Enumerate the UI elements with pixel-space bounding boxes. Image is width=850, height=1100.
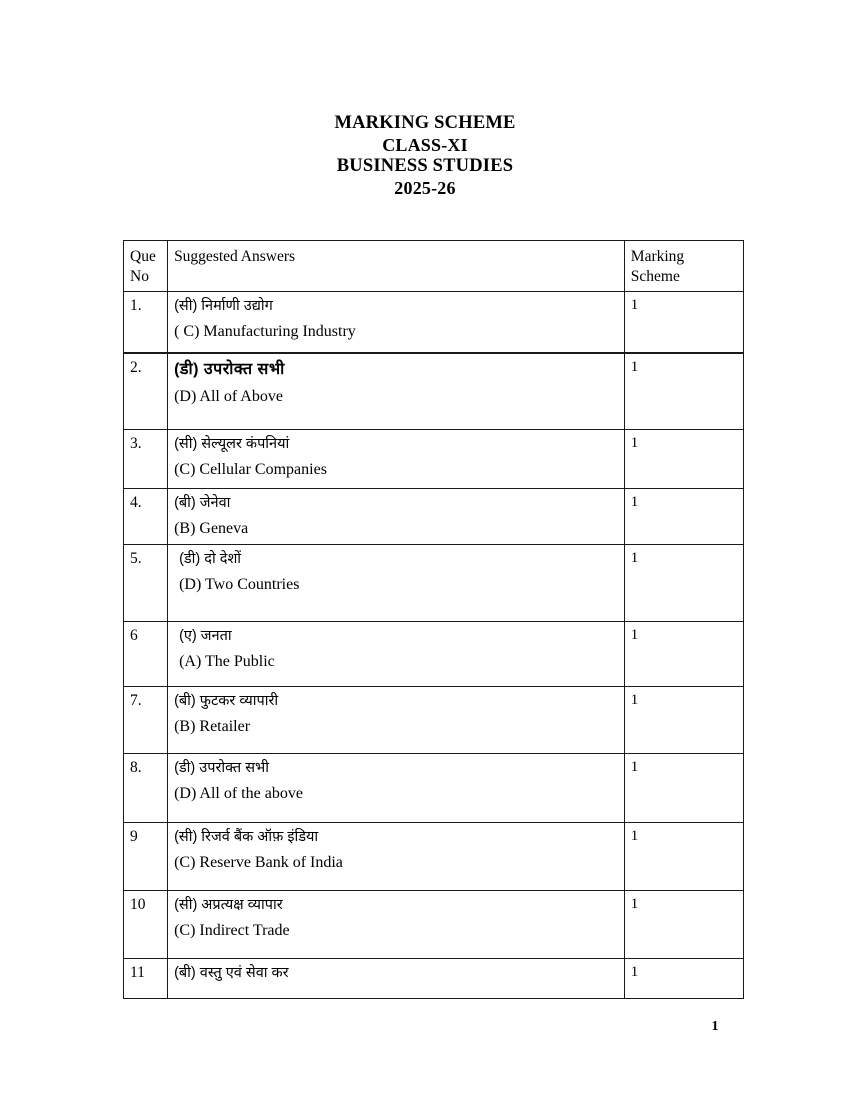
- question-number: 2.: [130, 359, 142, 377]
- answer-text-english: (D) All of Above: [174, 387, 283, 405]
- answer-text-hindi: (ए) जनता: [179, 627, 232, 644]
- answer-cell: [168, 429, 625, 488]
- table-row: [124, 753, 744, 822]
- answer-text-english: ( C) Manufacturing Industry: [174, 322, 356, 340]
- question-number: 5.: [130, 549, 142, 567]
- answer-cell: [168, 686, 625, 753]
- answer-cell: [168, 621, 625, 686]
- question-number: 4.: [130, 493, 142, 511]
- marks-cell: [624, 753, 743, 822]
- answer-cell: [168, 488, 625, 544]
- marking-scheme-table: [123, 240, 744, 999]
- answer-text-hindi: (सी) रिजर्व बैंक ऑफ़ इंडिया: [174, 828, 319, 845]
- table-header: [124, 241, 744, 292]
- answer-text-hindi: (डी) दो देशों: [179, 550, 242, 567]
- table-row: [124, 488, 744, 544]
- heading-line-session: 2025-26: [394, 177, 456, 198]
- question-number: 8.: [130, 758, 142, 776]
- table-row: [124, 890, 744, 958]
- table-header-row: [124, 241, 744, 292]
- marks-cell: [624, 890, 743, 958]
- question-number: 11: [130, 963, 145, 981]
- answer-text-english: (B) Geneva: [174, 519, 249, 537]
- question-number-cell: [124, 890, 168, 958]
- answer-text-hindi: (डी) उपरोक्त सभी: [174, 759, 269, 776]
- table-row: [124, 686, 744, 753]
- header-marking-line1: Marking: [630, 248, 685, 265]
- marks-cell: [624, 429, 743, 488]
- table-row: [124, 621, 744, 686]
- question-number-cell: [124, 753, 168, 822]
- marks-cell: [624, 686, 743, 753]
- header-que-line2: No: [130, 268, 149, 286]
- answer-cell: [168, 544, 625, 621]
- question-number: 7.: [130, 691, 142, 709]
- question-number-cell: [124, 544, 168, 621]
- table-row: [124, 353, 744, 429]
- header-cell-marking-scheme: [624, 241, 743, 292]
- marks-value: 1: [630, 626, 639, 643]
- marks-cell: [624, 353, 743, 429]
- heading-line-marking-scheme: MARKING SCHEME: [334, 113, 516, 133]
- marks-value: 1: [630, 827, 639, 844]
- answer-cell: [168, 753, 625, 822]
- answer-text-english: (C) Indirect Trade: [174, 921, 290, 939]
- answer-text-hindi: (सी) सेल्यूलर कंपनियां: [174, 435, 290, 452]
- question-number-cell: [124, 291, 168, 353]
- answer-text-english: (C) Cellular Companies: [174, 460, 327, 478]
- question-number-cell: [124, 621, 168, 686]
- table-row: [124, 544, 744, 621]
- answer-text-english: (A) The Public: [179, 652, 275, 670]
- table-body: [124, 291, 744, 998]
- marks-value: 1: [630, 895, 639, 912]
- question-number: 3.: [130, 434, 142, 452]
- marks-cell: [624, 544, 743, 621]
- answer-text-hindi: (सी) अप्रत्यक्ष व्यापार: [174, 896, 283, 913]
- marks-cell: [624, 488, 743, 544]
- answer-text-hindi: (डी) उपरोक्त सभी: [174, 361, 285, 379]
- marks-value: 1: [630, 493, 639, 510]
- answer-cell: [168, 890, 625, 958]
- answer-cell: [168, 291, 625, 353]
- question-number-cell: [124, 686, 168, 753]
- answer-text-hindi: (बी) जेनेवा: [174, 494, 231, 511]
- question-number-cell: [124, 822, 168, 890]
- table-row: [124, 822, 744, 890]
- marks-cell: [624, 621, 743, 686]
- marks-value: 1: [630, 549, 639, 566]
- marks-value: 1: [630, 691, 639, 708]
- marks-cell: [624, 291, 743, 353]
- table-row: [124, 291, 744, 353]
- question-number: 6: [130, 626, 138, 644]
- header-cell-que-no: [124, 241, 168, 292]
- marks-cell: [624, 822, 743, 890]
- answer-cell: [168, 353, 625, 429]
- question-number-cell: [124, 353, 168, 429]
- answer-text-hindi: (बी) फुटकर व्यापारी: [174, 692, 279, 709]
- answer-text-hindi: (बी) वस्तु एवं सेवा कर: [174, 964, 289, 981]
- question-number-cell: [124, 429, 168, 488]
- marks-value: 1: [630, 296, 639, 313]
- heading-line-class: CLASS-XI: [382, 134, 468, 155]
- table-row: [124, 429, 744, 488]
- answer-text-english: (D) All of the above: [174, 784, 303, 802]
- question-number-cell: [124, 958, 168, 998]
- answer-text-english: (B) Retailer: [174, 717, 251, 735]
- answer-cell: [168, 822, 625, 890]
- question-number-cell: [124, 488, 168, 544]
- marks-value: 1: [630, 434, 639, 451]
- header-que-line1: Que: [130, 248, 156, 265]
- marks-value: 1: [630, 758, 639, 775]
- question-number: 9: [130, 827, 138, 845]
- question-number: 10: [130, 895, 146, 913]
- question-number: 1.: [130, 296, 142, 314]
- answer-text-english: (D) Two Countries: [179, 575, 300, 593]
- document-heading: [0, 113, 850, 199]
- table-row: [124, 958, 744, 998]
- answer-cell: [168, 958, 625, 998]
- marks-value: 1: [630, 359, 639, 376]
- answer-text-english: (C) Reserve Bank of India: [174, 853, 343, 871]
- page-number: 1: [711, 1019, 719, 1034]
- header-cell-suggested-answers: Suggested Answers: [168, 241, 625, 292]
- header-marking-line2: Scheme: [630, 268, 680, 286]
- marks-cell: [624, 958, 743, 998]
- marks-value: 1: [630, 963, 639, 980]
- heading-line-subject: BUSINESS STUDIES: [336, 156, 514, 176]
- answer-text-hindi: (सी) निर्माणी उद्योग: [174, 297, 273, 314]
